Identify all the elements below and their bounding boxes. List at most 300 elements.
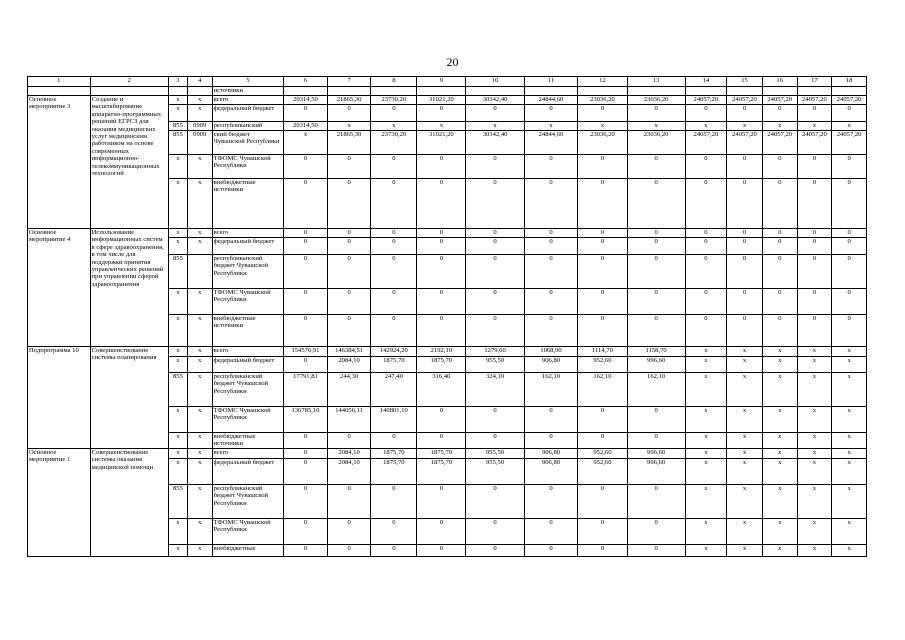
amount-cell: 30342,40 xyxy=(466,131,524,155)
amount-cell: x xyxy=(685,545,726,557)
amount-cell xyxy=(417,87,466,96)
amount-cell: 0 xyxy=(762,315,797,347)
amount-cell: 0 xyxy=(685,105,726,122)
column-number: 17 xyxy=(797,77,832,87)
amount-cell: 0 xyxy=(762,155,797,179)
amount-cell: 0 xyxy=(627,519,685,545)
column-number: 7 xyxy=(327,77,371,87)
amount-cell: x xyxy=(685,407,726,433)
amount-cell: x xyxy=(762,347,797,357)
amount-cell: 0 xyxy=(627,545,685,557)
amount-cell: x xyxy=(727,373,763,407)
amount-cell: 0 xyxy=(466,433,524,449)
grbs-code: x xyxy=(168,433,187,449)
amount-cell: 0 xyxy=(627,407,685,433)
amount-cell: 0 xyxy=(797,289,832,315)
grbs-code: x xyxy=(168,545,187,557)
amount-cell: 0 xyxy=(371,255,417,289)
amount-cell: 0 xyxy=(727,255,763,289)
amount-cell: 955,50 xyxy=(466,449,524,459)
amount-cell: 0 xyxy=(371,545,417,557)
amount-cell: 0 xyxy=(371,155,417,179)
grbs-code: x xyxy=(168,519,187,545)
amount-cell: 2084,10 xyxy=(327,459,371,485)
amount-cell: 0 xyxy=(797,229,832,238)
amount-cell: 0 xyxy=(327,315,371,347)
amount-cell: x xyxy=(727,407,763,433)
amount-cell: 0 xyxy=(417,155,466,179)
amount-cell: 0 xyxy=(578,105,627,122)
table-row xyxy=(28,347,867,357)
amount-cell: 24057,20 xyxy=(727,96,763,105)
funding-source: внебюджетные xyxy=(212,545,284,557)
amount-cell: x xyxy=(685,519,726,545)
section-code: x xyxy=(187,238,212,255)
amount-cell: 1068,90 xyxy=(524,347,578,357)
amount-cell: 316,40 xyxy=(417,373,466,407)
amount-cell: 20314,50 xyxy=(284,96,328,105)
amount-cell: 0 xyxy=(832,179,867,229)
measure-description: Создание и масштабирование аппаратно-программных решений ЕГРСЗ для оказания медицинских услуг медицинским работником на основе современных информационно-телекоммуникационных технологий xyxy=(90,96,168,229)
amount-cell: x xyxy=(727,122,763,131)
amount-cell: 0 xyxy=(727,229,763,238)
amount-cell: 0 xyxy=(762,238,797,255)
amount-cell: 23730,20 xyxy=(371,131,417,155)
amount-cell: 30342,40 xyxy=(466,96,524,105)
amount-cell: 162,10 xyxy=(627,373,685,407)
amount-cell: 23036,20 xyxy=(578,96,627,105)
amount-cell: 0 xyxy=(524,519,578,545)
amount-cell: 0 xyxy=(417,407,466,433)
grbs-code: x xyxy=(168,459,187,485)
funding-source: федеральный бюджет xyxy=(212,238,284,255)
grbs-code: x xyxy=(168,105,187,122)
amount-cell: 162,10 xyxy=(578,373,627,407)
grbs-code: x xyxy=(168,238,187,255)
amount-cell: 1875,70 xyxy=(417,459,466,485)
amount-cell: 24057,20 xyxy=(685,96,726,105)
amount-cell: x xyxy=(797,373,832,407)
amount-cell: x xyxy=(832,357,867,373)
grbs-code: 855 xyxy=(168,373,187,407)
amount-cell: 0 xyxy=(284,229,328,238)
amount-cell: x xyxy=(762,449,797,459)
amount-cell: x xyxy=(832,373,867,407)
amount-cell: 23730,20 xyxy=(371,96,417,105)
amount-cell: x xyxy=(797,459,832,485)
budget-table xyxy=(27,76,867,557)
amount-cell: 0 xyxy=(627,229,685,238)
amount-cell: 0 xyxy=(627,238,685,255)
grbs-code: x xyxy=(168,449,187,459)
amount-cell: 0 xyxy=(327,519,371,545)
amount-cell: 0 xyxy=(284,519,328,545)
grbs-code: 855 xyxy=(168,485,187,519)
funding-source: республиканский xyxy=(212,122,284,131)
amount-cell: 24057,20 xyxy=(832,96,867,105)
amount-cell: 0 xyxy=(371,485,417,519)
amount-cell: 0 xyxy=(727,238,763,255)
amount-cell: x xyxy=(685,357,726,373)
amount-cell: x xyxy=(727,449,763,459)
amount-cell: x xyxy=(762,357,797,373)
amount-cell: x xyxy=(797,407,832,433)
amount-cell: 1279,60 xyxy=(466,347,524,357)
amount-cell: 0 xyxy=(578,485,627,519)
amount-cell: x xyxy=(762,373,797,407)
amount-cell: 0 xyxy=(627,289,685,315)
amount-cell: 0 xyxy=(832,155,867,179)
amount-cell: 0 xyxy=(685,315,726,347)
amount-cell: 0 xyxy=(284,238,328,255)
amount-cell: 23036,20 xyxy=(578,131,627,155)
section-code: x xyxy=(187,545,212,557)
amount-cell: x xyxy=(797,357,832,373)
amount-cell: x xyxy=(832,122,867,131)
amount-cell: 0 xyxy=(578,315,627,347)
grbs-code: 855 xyxy=(168,122,187,131)
amount-cell xyxy=(627,87,685,96)
amount-cell: 0 xyxy=(832,105,867,122)
amount-cell: 0 xyxy=(832,289,867,315)
section-code: x xyxy=(187,155,212,179)
amount-cell: 0 xyxy=(327,238,371,255)
column-number: 5 xyxy=(212,77,284,87)
section-code: x xyxy=(187,433,212,449)
amount-cell: x xyxy=(832,459,867,485)
amount-cell: x xyxy=(762,545,797,557)
amount-cell: 0 xyxy=(524,155,578,179)
amount-cell: x xyxy=(371,122,417,131)
amount-cell: 24844,60 xyxy=(524,131,578,155)
amount-cell: 0 xyxy=(466,105,524,122)
amount-cell: 996,60 xyxy=(627,459,685,485)
amount-cell: 244,30 xyxy=(327,373,371,407)
amount-cell: 144056,11 xyxy=(327,407,371,433)
amount-cell xyxy=(797,87,832,96)
amount-cell: 0 xyxy=(627,105,685,122)
section-code: x xyxy=(187,347,212,357)
amount-cell: 24057,20 xyxy=(762,131,797,155)
amount-cell: 0 xyxy=(284,255,328,289)
section-code xyxy=(187,87,212,96)
amount-cell: 0 xyxy=(727,105,763,122)
amount-cell: 1875,70 xyxy=(417,357,466,373)
amount-cell: 0 xyxy=(685,179,726,229)
amount-cell: 0 xyxy=(524,407,578,433)
amount-cell: 0 xyxy=(627,179,685,229)
amount-cell: 0 xyxy=(417,255,466,289)
amount-cell: 0 xyxy=(417,238,466,255)
amount-cell: 0 xyxy=(417,229,466,238)
amount-cell: 17791,81 xyxy=(284,373,328,407)
amount-cell: 955,50 xyxy=(466,459,524,485)
funding-source: республиканский бюджет Чувашской Республики xyxy=(212,485,284,519)
amount-cell: 0 xyxy=(797,105,832,122)
amount-cell: 0 xyxy=(727,315,763,347)
amount-cell: 2192,10 xyxy=(417,347,466,357)
amount-cell: 24057,20 xyxy=(832,131,867,155)
amount-cell: 0 xyxy=(578,545,627,557)
grbs-code: 855 xyxy=(168,131,187,155)
grbs-code: x xyxy=(168,407,187,433)
amount-cell: 0 xyxy=(466,315,524,347)
amount-cell: 140801,10 xyxy=(371,407,417,433)
column-number: 15 xyxy=(727,77,763,87)
amount-cell: 0 xyxy=(524,433,578,449)
amount-cell: 0 xyxy=(284,179,328,229)
amount-cell: 0 xyxy=(417,545,466,557)
amount-cell: x xyxy=(685,449,726,459)
amount-cell: 0 xyxy=(284,289,328,315)
amount-cell: 0 xyxy=(327,433,371,449)
amount-cell: x xyxy=(832,545,867,557)
amount-cell: 0 xyxy=(466,255,524,289)
amount-cell xyxy=(578,87,627,96)
funding-source: внебюджетные источники xyxy=(212,179,284,229)
measure-description: Использование информационных систем в сфере здравоохранения, в том числе для поддержки принятия управленческих решений при управлении сферой здравоохранения xyxy=(90,229,168,347)
section-code: x xyxy=(187,315,212,347)
funding-source: всего xyxy=(212,229,284,238)
amount-cell: 0 xyxy=(327,229,371,238)
amount-cell: 996,60 xyxy=(627,357,685,373)
amount-cell: 20314,50 xyxy=(284,122,328,131)
amount-cell: 23036,20 xyxy=(627,131,685,155)
amount-cell: x xyxy=(832,449,867,459)
amount-cell: 0 xyxy=(466,289,524,315)
amount-cell: 31021,20 xyxy=(417,131,466,155)
amount-cell: x xyxy=(832,347,867,357)
funding-source: республиканский бюджет Чувашской Республики xyxy=(212,373,284,407)
amount-cell: x xyxy=(727,519,763,545)
column-number: 9 xyxy=(417,77,466,87)
amount-cell: x xyxy=(797,519,832,545)
amount-cell: 0 xyxy=(524,255,578,289)
grbs-code: x xyxy=(168,357,187,373)
amount-cell: x xyxy=(417,122,466,131)
measure-description xyxy=(90,87,168,96)
amount-cell: x xyxy=(685,433,726,449)
amount-cell: 0 xyxy=(578,519,627,545)
amount-cell: 0 xyxy=(371,105,417,122)
column-number: 1 xyxy=(28,77,91,87)
amount-cell: x xyxy=(797,122,832,131)
column-number: 16 xyxy=(762,77,797,87)
table-row xyxy=(28,96,867,105)
amount-cell: 0 xyxy=(727,155,763,179)
amount-cell: 0 xyxy=(685,289,726,315)
grbs-code: x xyxy=(168,179,187,229)
amount-cell: 247,40 xyxy=(371,373,417,407)
amount-cell: x xyxy=(727,545,763,557)
funding-source: всего xyxy=(212,449,284,459)
amount-cell: 0 xyxy=(578,179,627,229)
amount-cell: 0 xyxy=(327,485,371,519)
amount-cell: 0 xyxy=(627,433,685,449)
amount-cell: 952,60 xyxy=(578,459,627,485)
amount-cell: 1875,70 xyxy=(371,357,417,373)
amount-cell: 24057,20 xyxy=(797,131,832,155)
amount-cell: x xyxy=(797,485,832,519)
amount-cell: 1875,70 xyxy=(371,459,417,485)
amount-cell: 0 xyxy=(578,155,627,179)
funding-source: федеральный бюджет xyxy=(212,357,284,373)
amount-cell: x xyxy=(466,122,524,131)
amount-cell: x xyxy=(627,122,685,131)
amount-cell: 0 xyxy=(524,229,578,238)
amount-cell: 0 xyxy=(327,289,371,315)
amount-cell: 0 xyxy=(578,238,627,255)
amount-cell: 23036,20 xyxy=(627,96,685,105)
amount-cell: 952,60 xyxy=(578,449,627,459)
amount-cell: 0 xyxy=(371,315,417,347)
amount-cell: 0 xyxy=(284,357,328,373)
amount-cell: 0 xyxy=(417,105,466,122)
amount-cell: x xyxy=(762,519,797,545)
amount-cell: 142924,20 xyxy=(371,347,417,357)
amount-cell: 0 xyxy=(762,105,797,122)
amount-cell: x xyxy=(685,485,726,519)
section-code: x xyxy=(187,449,212,459)
amount-cell: 0 xyxy=(371,229,417,238)
amount-cell: x xyxy=(832,519,867,545)
funding-source: ТФОМС Чувашской Республики xyxy=(212,519,284,545)
amount-cell: x xyxy=(578,122,627,131)
amount-cell: 0 xyxy=(371,238,417,255)
amount-cell xyxy=(762,87,797,96)
amount-cell: 955,50 xyxy=(466,357,524,373)
amount-cell: 0 xyxy=(466,407,524,433)
funding-source: внебюджетные источники xyxy=(212,433,284,449)
column-number: 11 xyxy=(524,77,578,87)
amount-cell: x xyxy=(797,449,832,459)
amount-cell: 0 xyxy=(466,545,524,557)
grbs-code: x xyxy=(168,315,187,347)
amount-cell: 0 xyxy=(524,289,578,315)
measure-description: Совершенствование системы планирования xyxy=(90,347,168,449)
amount-cell: 0 xyxy=(524,485,578,519)
amount-cell: 0 xyxy=(578,229,627,238)
section-code: x xyxy=(187,179,212,229)
amount-cell: 1875,70 xyxy=(417,449,466,459)
amount-cell: 0 xyxy=(685,238,726,255)
section-code: x xyxy=(187,96,212,105)
amount-cell: x xyxy=(327,122,371,131)
amount-cell: x xyxy=(797,545,832,557)
amount-cell xyxy=(371,87,417,96)
column-number: 8 xyxy=(371,77,417,87)
amount-cell: 0 xyxy=(284,433,328,449)
amount-cell: 24057,20 xyxy=(685,131,726,155)
amount-cell: x xyxy=(727,459,763,485)
amount-cell: 0 xyxy=(797,155,832,179)
amount-cell: 0 xyxy=(417,485,466,519)
measure-name: Основное мероприятие 1 xyxy=(28,449,91,557)
table-row xyxy=(28,449,867,459)
amount-cell: 0 xyxy=(524,179,578,229)
amount-cell xyxy=(832,87,867,96)
funding-source: ТФОМС Чувашской Республики xyxy=(212,289,284,315)
column-number: 4 xyxy=(187,77,212,87)
amount-cell: 0 xyxy=(727,289,763,315)
amount-cell: 0 xyxy=(327,255,371,289)
amount-cell: 952,60 xyxy=(578,357,627,373)
amount-cell: 0 xyxy=(417,433,466,449)
amount-cell: 906,80 xyxy=(524,459,578,485)
amount-cell: 0 xyxy=(762,255,797,289)
amount-cell: 24057,20 xyxy=(727,131,763,155)
amount-cell: 0 xyxy=(627,485,685,519)
section-code: x xyxy=(187,459,212,485)
column-number: 18 xyxy=(832,77,867,87)
amount-cell: 0 xyxy=(762,229,797,238)
section-code: x xyxy=(187,357,212,373)
amount-cell: 0 xyxy=(685,155,726,179)
amount-cell: x xyxy=(762,122,797,131)
amount-cell: 154576,91 xyxy=(284,347,328,357)
section-code: 0909 xyxy=(187,131,212,155)
amount-cell: 0 xyxy=(284,105,328,122)
section-code xyxy=(187,255,212,289)
funding-source: ТФОМС Чувашской Республики xyxy=(212,155,284,179)
section-code: x xyxy=(187,373,212,407)
amount-cell: 162,10 xyxy=(524,373,578,407)
amount-cell: 0 xyxy=(727,179,763,229)
amount-cell: 0 xyxy=(797,255,832,289)
amount-cell: 0 xyxy=(466,155,524,179)
amount-cell: 0 xyxy=(284,315,328,347)
amount-cell: x xyxy=(762,485,797,519)
amount-cell: 0 xyxy=(797,179,832,229)
amount-cell: x xyxy=(727,485,763,519)
amount-cell: 0 xyxy=(284,155,328,179)
amount-cell xyxy=(524,87,578,96)
amount-cell: 0 xyxy=(371,433,417,449)
amount-cell: 0 xyxy=(524,238,578,255)
table-row xyxy=(28,229,867,238)
amount-cell: x xyxy=(727,357,763,373)
measure-description: Совершенствование системы оказания медицинской помощи xyxy=(90,449,168,557)
amount-cell: 906,80 xyxy=(524,449,578,459)
measure-name: Основное мероприятие 3 xyxy=(28,96,91,229)
measure-name xyxy=(28,87,91,96)
amount-cell: x xyxy=(832,433,867,449)
amount-cell: 146384,51 xyxy=(327,347,371,357)
grbs-code: 855 xyxy=(168,255,187,289)
amount-cell: 0 xyxy=(578,433,627,449)
amount-cell: x xyxy=(727,347,763,357)
amount-cell: 0 xyxy=(327,155,371,179)
amount-cell: 0 xyxy=(466,179,524,229)
amount-cell: 24844,60 xyxy=(524,96,578,105)
amount-cell: 0 xyxy=(524,545,578,557)
amount-cell: 0 xyxy=(627,155,685,179)
amount-cell xyxy=(327,87,371,96)
amount-cell xyxy=(284,87,328,96)
amount-cell: 0 xyxy=(832,238,867,255)
amount-cell: 1875,70 xyxy=(371,449,417,459)
grbs-code xyxy=(168,87,187,96)
section-code: x xyxy=(187,485,212,519)
amount-cell: 0 xyxy=(284,449,328,459)
amount-cell: 0 xyxy=(284,459,328,485)
amount-cell: 996,60 xyxy=(627,449,685,459)
amount-cell: 0 xyxy=(466,229,524,238)
amount-cell: 0 xyxy=(284,545,328,557)
amount-cell: x xyxy=(762,407,797,433)
amount-cell: 0 xyxy=(466,238,524,255)
measure-name: Подпрограмма 10 xyxy=(28,347,91,449)
